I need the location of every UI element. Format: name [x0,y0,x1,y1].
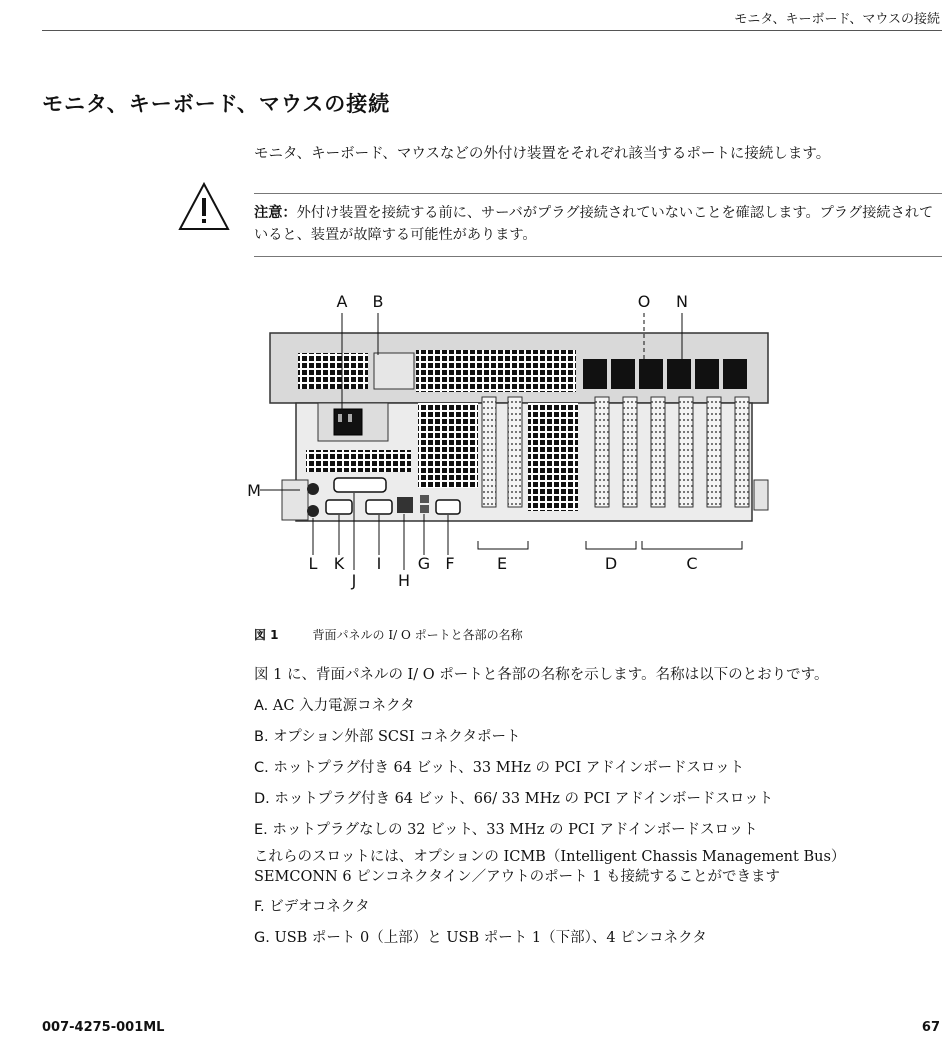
callout-c: C [686,554,698,573]
callout-j: J [351,571,357,590]
header-rule [42,30,942,31]
slot-note-line2: SEMCONN 6 ピンコネクタイン／アウトのポート 1 も接続することができます [254,869,781,885]
page-number: 67 [921,1020,940,1035]
callout-i: I [376,554,382,573]
caution-text: 外付け装置を接続する前に、サーバがプラグ接続されていないことを確認します。プラグ接続されていると、装置が故障する可能性があります。 [254,205,934,243]
rear-panel-figure [238,285,778,605]
intro-paragraph: モニタ、キーボード、マウスなどの外付け装置をそれぞれ該当するポートに接続します。 [254,146,831,162]
caution-label: 注意： [254,205,297,221]
section-title: モニタ、キーボード、マウスの接続 [42,92,391,116]
figure-caption [254,626,523,643]
figure-number: 図 1 [254,628,279,642]
list-item-e: E. ホットプラグなしの 32 ビット、33 MHz の PCI アドインボードスロット [254,822,758,838]
list-item-b: B. オプション外部 SCSI コネクタポート [254,729,521,745]
chassis-illustration [270,333,768,521]
callout-b: B [372,292,384,311]
callout-l: L [308,554,318,573]
list-item-f: F. ビデオコネクタ [254,899,370,915]
warning-icon [178,182,230,232]
callout-d: D [604,554,618,573]
callout-a: A [336,292,348,311]
slot-note-line1: これらのスロットには、オプションの ICMB（Intelligent Chassis Management Bus） [254,849,846,865]
callout-h: H [397,571,411,590]
caution-note [254,193,942,257]
callout-n: N [676,292,688,311]
callout-f: F [445,554,455,573]
callout-g: G [417,554,431,573]
body-lead: 図 1 に、背面パネルの I/ O ポートと各部の名称を示します。名称は以下のとおりです。 [254,667,829,683]
list-item-c: C. ホットプラグ付き 64 ビット、33 MHz の PCI アドインボードスロット [254,760,745,776]
callout-e: E [496,554,508,573]
list-item-d: D. ホットプラグ付き 64 ビット、66/ 33 MHz の PCI アドインボードスロット [254,791,774,807]
callout-m: M [247,481,261,500]
callout-k: K [333,554,345,573]
callout-o: O [637,292,651,311]
running-header: モニタ、キーボード、マウスの接続 [734,12,940,27]
list-item-a: A. AC 入力電源コネクタ [254,698,415,714]
figure-caption-text: 背面パネルの I/ O ポートと各部の名称 [312,628,523,642]
doc-number: 007-4275-001ML [42,1020,165,1035]
list-item-g: G. USB ポート 0（上部）と USB ポート 1（下部）、4 ピンコネクタ [254,930,707,946]
